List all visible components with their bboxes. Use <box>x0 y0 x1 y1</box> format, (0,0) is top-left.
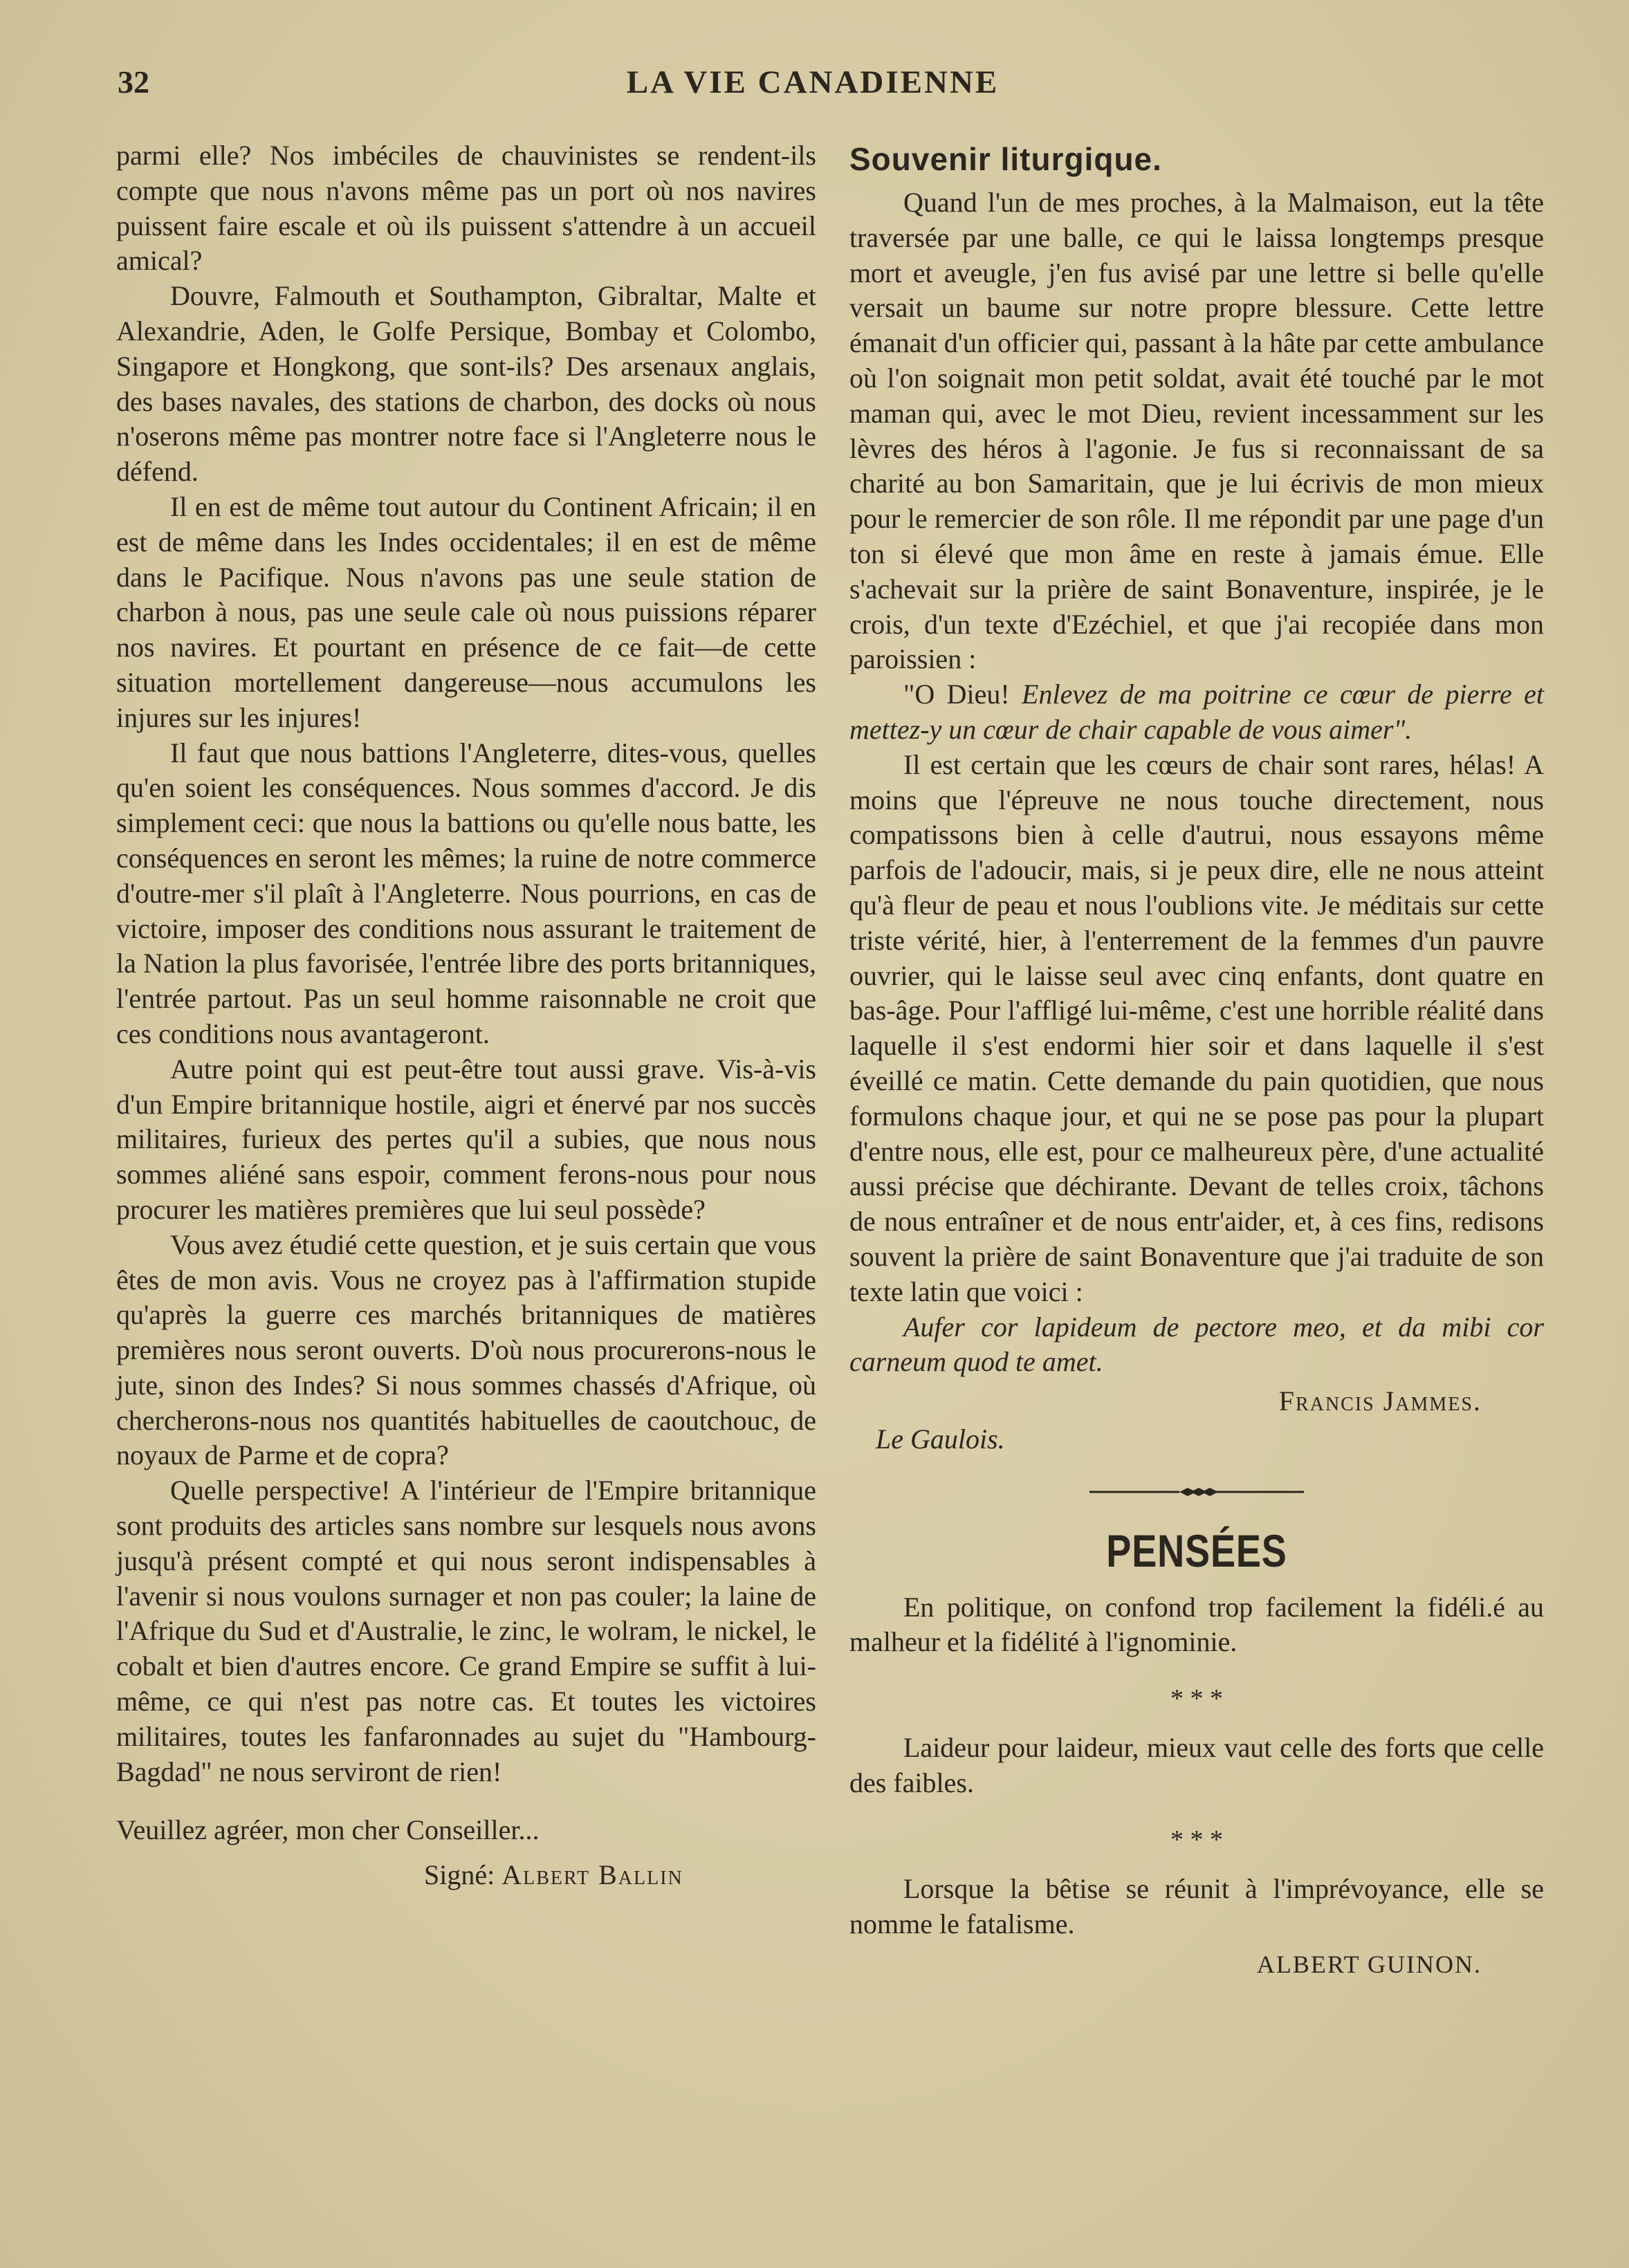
paragraph: Vous avez étudié cette question, et je suis certain que vous êtes de mon avis. Vous ne croyez pas à l'affirmation stupide qu'après la guerre ces marchés britanniques de matières premières nous seront ouverts. D'où nous procurerons-nous le jute, sinon des Indes? Si nous sommes chassés d'Afrique, où chercherons-nous nos quantités habituelles de caoutchouc, de noyaux de Parme et de copra? <box>116 1228 816 1471</box>
pensees-title: PENSÉES <box>1106 1524 1287 1576</box>
section-title: Souvenir liturgique. <box>849 141 1162 177</box>
left-column <box>116 138 816 1893</box>
paragraph: Il en est de même tout autour du Continent Africain; il en est de même dans les Indes occidentales; il en est de même dans le Pacifique. Nous n'avons pas une seule station de charbon à nous, pas une seule cale où nous puissions réparer nos navires. Et pourtant en présence de ce fait—de cette situation mortellement dangereuse—nous accumulons les injures sur les injures! <box>116 490 816 733</box>
paragraph: Il faut que nous battions l'Angleterre, dites-vous, quelles qu'en soient les conséquences. Nous sommes d'accord. Je dis simplement ceci: que nous la battions ou qu'elle nous batte, les conséquences en seront les mêmes; la ruine de notre commerce d'outre-mer s'il plaît à l'Angleterre. Nous pourrions, en cas de victoire, imposer des conditions nous assurant le traitement de la Nation la plus favorisée, l'entrée libre des ports britanniques, l'entrée partout. Pas un seul homme raisonnable ne croit que ces conditions nous avantageront. <box>116 737 816 1049</box>
publication-title: LA VIE CANADIENNE <box>626 64 1000 100</box>
divider-ornament <box>849 1478 1544 1506</box>
page-header <box>118 64 1508 112</box>
latin-quote: Aufer cor lapideum de pectore meo, et da mibi cor carneum quod te amet. <box>849 1311 1544 1378</box>
signature <box>116 1858 816 1893</box>
asterism: * * * <box>1170 1825 1223 1854</box>
asterism: * * * <box>1170 1684 1223 1714</box>
signed-name: Albert Ballin <box>501 1859 683 1891</box>
paragraph: Quand l'un de mes proches, à la Malmaison, eut la tête traversée par une balle, ce qui le laissa longtemps presque mort et aveugle, j'en fus avisé par une lettre si belle qu'elle versait un baume sur notre propre blessure. Cette lettre émanait d'un officier qui, passant à la hâte par cette ambulance où l'on soignait mon petit soldat, avait été touché par le mot maman qui, avec le mot Dieu, revient incessamment sur les lèvres des héros à l'agonie. Je fus si reconnaissant de sa charité au bon Samaritain, que je lui écrivis de mon mieux pour le remercier de son rôle. Il me répondit par une page d'un ton si élevé que mon âme en reste à jamais émue. Elle s'achevait sur la prière de saint Bonaventure, inspirée, je le crois, d'un texte d'Ezéchiel, et que j'ai recopiée dans mon paroissien : <box>849 187 1544 675</box>
pensee: Laideur pour laideur, mieux vaut celle des forts que celle des faibles. <box>849 1732 1544 1799</box>
quote-open: "O Dieu! <box>903 679 1010 710</box>
pensee: En politique, on confond trop facilement la fidéli.é au malheur et la fidélité à l'ignominie. <box>849 1591 1544 1658</box>
quote-text: Enlevez de ma poitrine ce cœur de pierre et mettez-y un cœur de chair capable de vous aimer". <box>849 679 1545 745</box>
right-column <box>849 138 1544 1982</box>
paragraph: Il est certain que les cœurs de chair sont rares, hélas! A moins que l'épreuve ne nous touche directement, nous compatissons bien à celle d'autrui, nous essayons même parfois de l'adoucir, mais, si je peux dire, elle ne nous atteint qu'à fleur de peau et nous l'oublions vite. Je méditais sur cette triste vérité, hier, à l'enterrement de la femmes d'un pauvre ouvrier, qui le laisse seul avec cinq enfants, dont quatre en bas-âge. Pour l'affligé lui-même, c'est une horrible réalité dans laquelle il s'est endormi hier soir et dans laquelle il s'est éveillé ce matin. Cette demande du pain quotidien, que nous formulons chaque jour, et qui ne se pose pas pour la plupart d'entre nous, elle est, pour ce malheureux père, d'une actualité aussi précise que déchirante. Devant de telles croix, tâchons de nous entraîner et de nous entr'aider, et, à ces fins, redisons souvent la prière de saint Bonaventure que j'ai traduite de son texte latin que voici : <box>849 748 1544 1307</box>
pensees-author: ALBERT GUINON. <box>1256 1951 1482 1979</box>
signed-label: Signé: <box>424 1859 495 1891</box>
paragraph: parmi elle? Nos imbéciles de chauvinistes se rendent-ils compte que nous n'avons même pas un port où nos navires puissent faire escale et où ils puissent s'attendre à un accueil amical? <box>116 140 816 277</box>
closing-line: Veuillez agréer, mon cher Conseiller... <box>116 1814 540 1846</box>
paragraph: Quelle perspective! A l'intérieur de l'Empire britannique sont produits des articles sans nombre sur lesquels nous avons jusqu'à présent compté et qui nous seront indispensables à l'avenir si nous voulons surnager et non pas couler; la laine de l'Afrique du Sud et d'Australie, le zinc, le wolram, le nickel, le cobalt et bien d'autres encore. Ce grand Empire se suffit à lui-même, ce qui n'est pas notre cas. Et toutes les victoires militaires, toutes les fanfaronnades au sujet du "Hambourg-Bagdad" ne nous serviront de rien! <box>116 1475 816 1787</box>
author-signature: Francis Jammes. <box>1278 1385 1482 1417</box>
paragraph: Douvre, Falmouth et Southampton, Gibraltar, Malte et Alexandrie, Aden, le Golfe Persique, Bombay et Colombo, Singapore et Hongkong, que sont-ils? Des arsenaux anglais, des bases navales, des stations de charbon, des docks où nous n'oserons même pas montrer notre face si l'Angleterre nous le défend. <box>116 280 816 488</box>
pensee: Lorsque la bêtise se réunit à l'imprévoyance, elle se nomme le fatalisme. <box>849 1872 1544 1939</box>
source-citation: Le Gaulois. <box>876 1423 1005 1455</box>
prayer-quote <box>849 677 1544 748</box>
page-number: 32 <box>118 64 149 100</box>
paragraph: Autre point qui est peut-être tout aussi grave. Vis-à-vis d'un Empire britannique hostile, aigri et énervé par nos succès militaires, furieux des pertes qu'il a subies, que nous nous sommes aliéné sans espoir, comment ferons-nous pour nous procurer les matières premières que lui seul possède? <box>116 1053 816 1225</box>
